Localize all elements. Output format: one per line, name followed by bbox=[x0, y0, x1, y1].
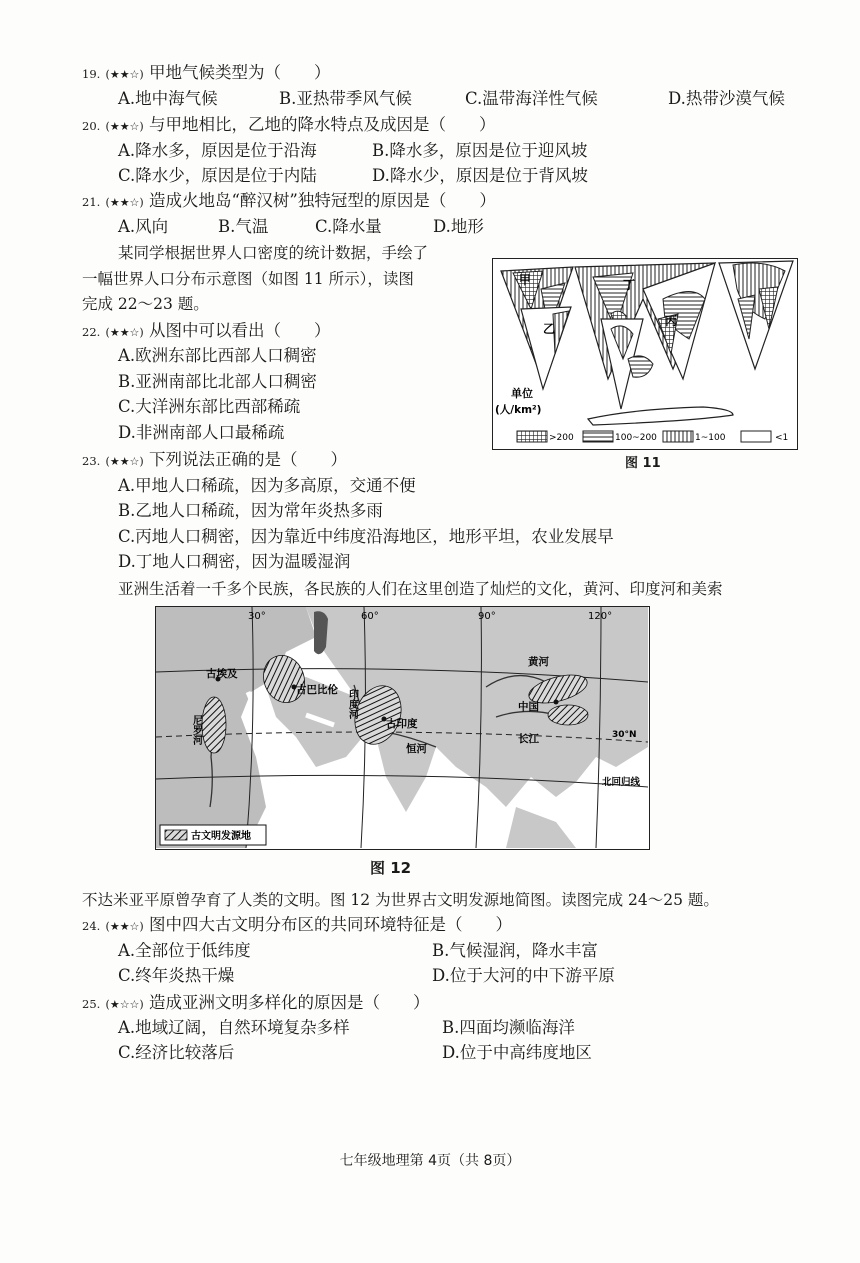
question-19-stem: 19. (★★☆) 甲地气候类型为（ ） bbox=[82, 63, 331, 82]
legend-hatch-swatch bbox=[165, 830, 187, 840]
q23-option-d[interactable]: D.丁地人口稠密，因为温暖湿润 bbox=[118, 552, 351, 571]
q22-option-b[interactable]: B.亚洲南部比北部人口稠密 bbox=[118, 372, 317, 391]
q21-option-c[interactable]: C.降水量 bbox=[315, 217, 382, 236]
lat-30n: 30°N bbox=[612, 730, 637, 740]
figure-12-civilization-map bbox=[155, 606, 650, 850]
q19-option-c[interactable]: C.温带海洋性气候 bbox=[465, 89, 598, 108]
figure-12-caption: 图 12 bbox=[370, 859, 412, 877]
q23-option-b[interactable]: B.乙地人口稀疏，因为常年炎热多雨 bbox=[118, 501, 383, 520]
figure-11-population-map bbox=[492, 258, 798, 450]
place-ganges: 恒河 bbox=[406, 743, 427, 755]
intro11-line1: 某同学根据世界人口密度的统计数据，手绘了 bbox=[118, 244, 429, 262]
q19-option-a[interactable]: A.地中海气候 bbox=[118, 89, 218, 108]
q21-option-b[interactable]: B.气温 bbox=[218, 217, 269, 236]
place-yangtze: 长江 bbox=[518, 733, 539, 745]
legend-civilization-label: 古文明发源地 bbox=[191, 831, 251, 842]
q21-option-a[interactable]: A.风向 bbox=[118, 217, 169, 236]
q20-option-a[interactable]: A.降水多，原因是位于沿海 bbox=[118, 141, 317, 160]
q25-option-c[interactable]: C.经济比较落后 bbox=[118, 1043, 235, 1062]
q21-option-d[interactable]: D.地形 bbox=[433, 217, 484, 236]
q23-option-c[interactable]: C.丙地人口稠密，因为靠近中纬度沿海地区，地形平坦，农业发展早 bbox=[118, 527, 614, 546]
legend-swatch-sparse bbox=[741, 431, 771, 442]
question-20-stem: 20. (★★☆) 与甲地相比，乙地的降水特点及成因是（ ） bbox=[82, 115, 496, 134]
question-21-stem: 21. (★★☆) 造成火地岛“醉汉树”独特冠型的原因是（ ） bbox=[82, 191, 496, 210]
legend-label-sparse: <1 bbox=[775, 433, 789, 443]
q22-option-c[interactable]: C.大洋洲东部比西部稀疏 bbox=[118, 397, 301, 416]
q25-option-d[interactable]: D.位于中高纬度地区 bbox=[442, 1043, 592, 1062]
label-bing: 丙 bbox=[665, 314, 678, 328]
q20-option-c[interactable]: C.降水少，原因是位于内陆 bbox=[118, 166, 317, 185]
civilization-map-svg bbox=[156, 607, 648, 848]
lon-90: 90° bbox=[478, 611, 496, 622]
lon-30: 30° bbox=[248, 611, 266, 622]
q25-option-a[interactable]: A.地域辽阔，自然环境复杂多样 bbox=[118, 1018, 350, 1037]
population-map-svg bbox=[493, 259, 796, 448]
page-footer: 七年级地理第 4页（共 8页） bbox=[339, 1153, 521, 1169]
place-babylon: 古巴比伦 bbox=[296, 684, 338, 696]
q24-option-c[interactable]: C.终年炎热干燥 bbox=[118, 966, 235, 985]
q24-option-a[interactable]: A.全部位于低纬度 bbox=[118, 941, 251, 960]
q19-option-d[interactable]: D.热带沙漠气候 bbox=[668, 89, 785, 108]
intro12-line1: 亚洲生活着一千多个民族，各民族的人们在这里创造了灿烂的文化，黄河、印度河和美索 bbox=[118, 580, 723, 598]
question-22-stem: 22. (★★☆) 从图中可以看出（ ） bbox=[82, 321, 331, 340]
place-china: 中国 bbox=[518, 701, 539, 713]
legend-label-dense: >200 bbox=[549, 433, 574, 443]
q22-option-d[interactable]: D.非洲南部人口最稀疏 bbox=[118, 423, 285, 442]
figure-11-caption: 图 11 bbox=[625, 456, 661, 471]
area-china-south bbox=[548, 705, 588, 725]
q20-option-b[interactable]: B.降水多，原因是位于迎风坡 bbox=[372, 141, 588, 160]
question-24-stem: 24. (★★☆) 图中四大古文明分布区的共同环境特征是（ ） bbox=[82, 915, 512, 934]
unit-label-2: (人/km²) bbox=[495, 404, 542, 416]
q22-option-a[interactable]: A.欧洲东部比西部人口稠密 bbox=[118, 346, 317, 365]
legend-label-low: 1~100 bbox=[695, 433, 726, 443]
intro12-line2: 不达米亚平原曾孕育了人类的文明。图 12 为世界古文明发源地简图。读图完成 24～25 题。 bbox=[82, 891, 719, 909]
q25-option-b[interactable]: B.四面均濒临海洋 bbox=[442, 1018, 575, 1037]
legend-label-medium: 100~200 bbox=[615, 433, 657, 443]
q20-option-d[interactable]: D.降水少，原因是位于背风坡 bbox=[372, 166, 588, 185]
q24-option-d[interactable]: D.位于大河的中下游平原 bbox=[432, 966, 615, 985]
q19-option-b[interactable]: B.亚热带季风气候 bbox=[279, 89, 412, 108]
tropic-of-cancer: 北回归线 bbox=[602, 777, 641, 788]
intro11-line3: 完成 22～23 题。 bbox=[82, 295, 209, 313]
place-nile: 尼罗河 bbox=[190, 715, 202, 745]
place-egypt: 古埃及 bbox=[206, 668, 238, 680]
question-23-stem: 23. (★★☆) 下列说法正确的是（ ） bbox=[82, 450, 347, 469]
unit-label: 单位 bbox=[511, 387, 533, 400]
antarctica-shape bbox=[588, 407, 733, 425]
lon-60: 60° bbox=[361, 611, 379, 622]
place-yellow-river: 黄河 bbox=[528, 656, 549, 668]
question-25-stem: 25. (★☆☆) 造成亚洲文明多样化的原因是（ ） bbox=[82, 993, 430, 1012]
legend-swatch-dense bbox=[517, 431, 547, 442]
place-indus: 印度河 bbox=[346, 689, 358, 719]
q24-option-b[interactable]: B.气候湿润，降水丰富 bbox=[432, 941, 598, 960]
legend-swatch-low bbox=[663, 431, 693, 442]
oceania-shape bbox=[628, 356, 653, 377]
q23-option-a[interactable]: A.甲地人口稀疏，因为多高原，交通不便 bbox=[118, 476, 416, 495]
legend-swatch-medium bbox=[583, 431, 613, 442]
label-ding: 丁 bbox=[623, 278, 636, 292]
area-egypt bbox=[202, 697, 226, 753]
label-yi: 乙 bbox=[543, 322, 556, 336]
place-india: 古印度 bbox=[386, 718, 418, 730]
lon-120: 120° bbox=[588, 611, 613, 622]
label-jia: 甲 bbox=[519, 273, 532, 287]
intro11-line2: 一幅世界人口分布示意图（如图 11 所示），读图 bbox=[82, 270, 414, 288]
